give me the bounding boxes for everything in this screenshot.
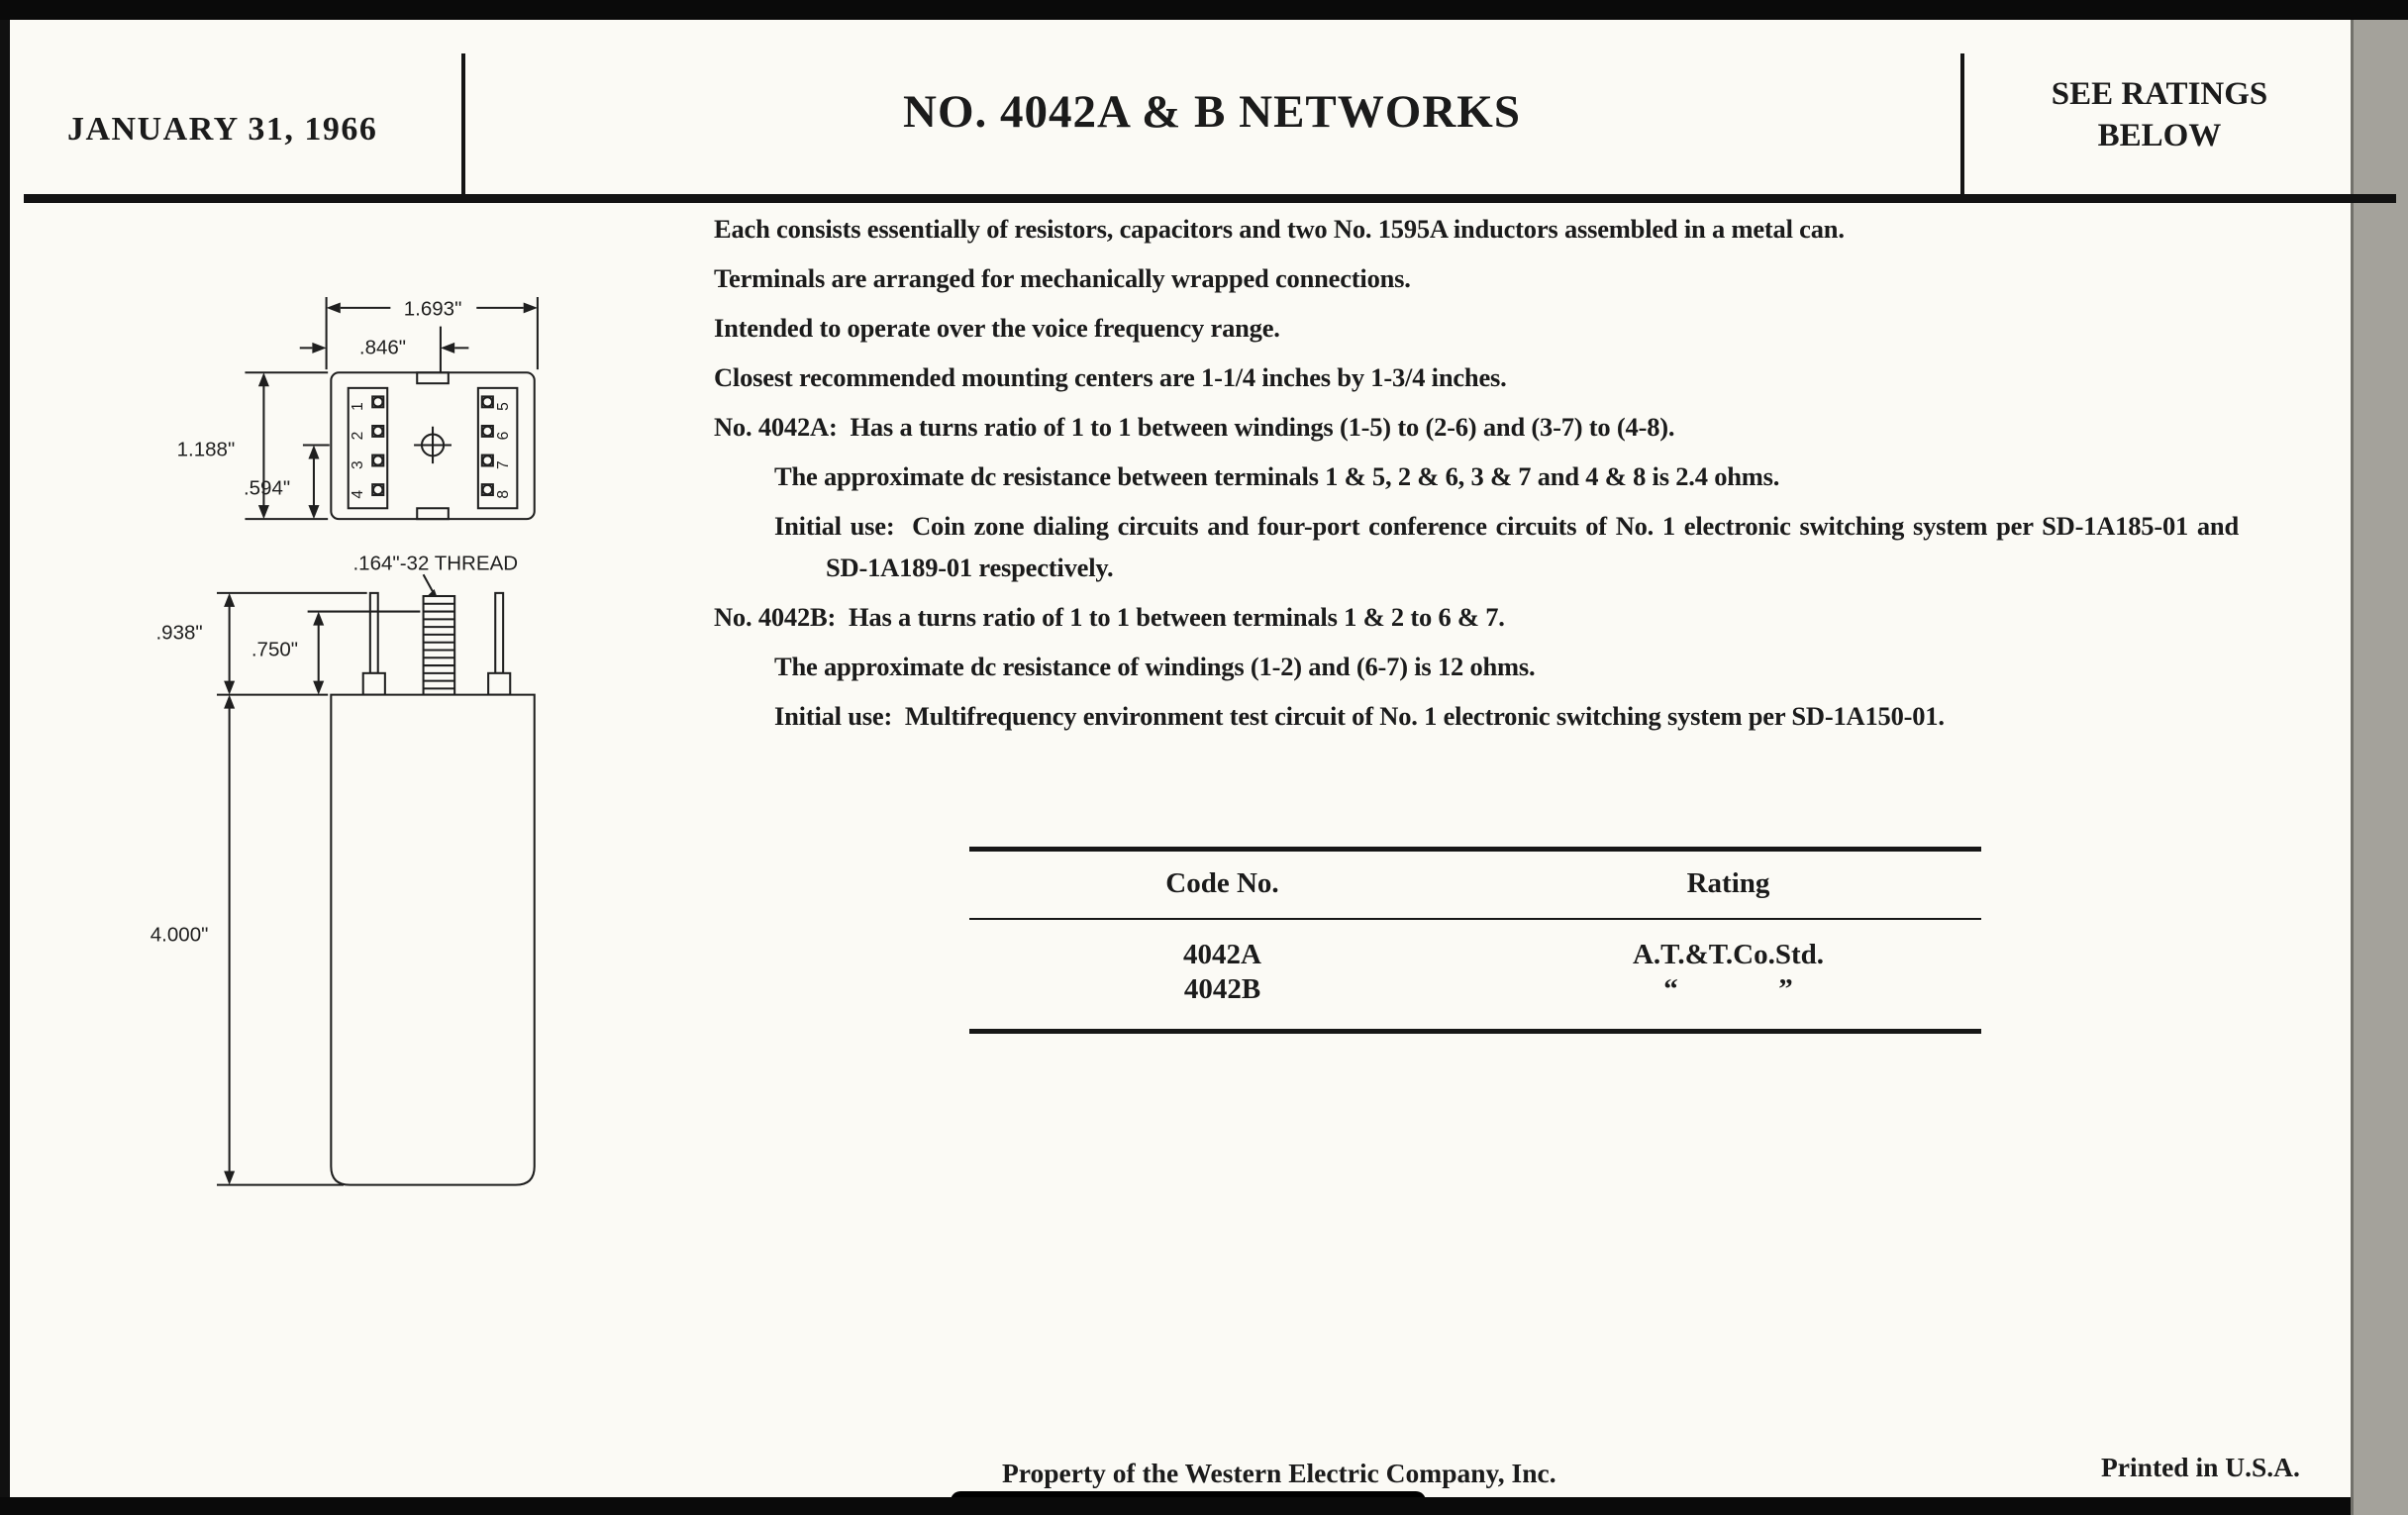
terminal-number: 2 — [349, 431, 366, 441]
table-header-row — [969, 852, 1981, 918]
terminal-number: 4 — [349, 489, 366, 499]
dim-pin-height-label: .938" — [155, 622, 203, 645]
table-body — [969, 920, 1981, 1029]
page-title: NO. 4042A & B NETWORKS — [903, 86, 1521, 138]
ratings-table — [969, 847, 1981, 1034]
property-note: Property of the Western Electric Company, Inc. — [1002, 1458, 1556, 1488]
body-paragraph: Intended to operate over the voice frequency range. — [714, 313, 1280, 343]
table-rule-bottom — [969, 1029, 1981, 1034]
body-paragraph: Terminals are arranged for mechanically wrapped connections. — [714, 263, 1411, 293]
header-divider-right — [1960, 53, 1964, 194]
code-cell: 4042B — [1183, 973, 1261, 1005]
header-rule — [24, 194, 2396, 203]
dim-half-height-label: .594" — [243, 477, 291, 500]
code-cell: 4042A — [1183, 939, 1261, 970]
rating-cell: A.T.&T.Co.Std. — [1632, 939, 1825, 970]
terminal-number: 6 — [494, 431, 512, 441]
body-paragraph: Initial use: Multifrequency environment test circuit of No. 1 electronic switching system per SD-1A150-01. — [774, 701, 1945, 731]
terminal-number: 1 — [349, 402, 366, 411]
dim-center-offset-label: .846" — [358, 337, 407, 359]
ratings-note-line2: BELOW — [2097, 118, 2222, 153]
table-header-rating: Rating — [1686, 867, 1770, 899]
terminal-number: 7 — [494, 460, 512, 470]
ratings-note — [1972, 73, 2347, 156]
side-view-drawing — [217, 574, 535, 1184]
body-paragraph: The approximate dc resistance between terminals 1 & 5, 2 & 6, 3 & 7 and 4 & 8 is 2.4 ohms. — [774, 461, 1780, 491]
dim-overall-width-label: 1.693" — [403, 298, 462, 321]
component-drawing — [139, 283, 608, 1208]
rating-cell: “ ” — [1663, 973, 1793, 1005]
scan-right-edge — [2351, 20, 2408, 1515]
body-paragraph: Closest recommended mounting centers are 1-1/4 inches by 1-3/4 inches. — [714, 362, 1507, 392]
thread-label: .164"-32 THREAD — [352, 553, 519, 575]
date-label: JANUARY 31, 1966 — [67, 111, 378, 148]
body-paragraph: No. 4042A: Has a turns ratio of 1 to 1 between windings (1-5) to (2-6) and (3-7) to (4-8). — [714, 412, 1675, 442]
scan-bottom-edge — [0, 1497, 2408, 1515]
body-paragraph: Each consists essentially of resistors, capacitors and two No. 1595A inductors assembled in a metal can. — [714, 214, 1845, 244]
body-paragraph: No. 4042B: Has a turns ratio of 1 to 1 between terminals 1 & 2 to 6 & 7. — [714, 602, 1505, 632]
dim-stud-height-label: .750" — [251, 639, 299, 661]
printed-note: Printed in U.S.A. — [2101, 1452, 2300, 1482]
ratings-note-line1: SEE RATINGS — [2051, 76, 2268, 112]
body-paragraph: The approximate dc resistance of windings (1-2) and (6-7) is 12 ohms. — [774, 652, 1536, 681]
table-row — [969, 972, 1981, 1007]
dim-can-length-label: 4.000" — [150, 924, 209, 947]
body-paragraph: Initial use: Coin zone dialing circuits and four-port conference circuits of No. 1 electronic switching system per SD-1A185-01 and SD-1A189-01 respectively. — [774, 511, 2239, 582]
table-header-code: Code No. — [1165, 867, 1279, 899]
table-row — [969, 938, 1981, 972]
terminal-number: 8 — [494, 489, 512, 499]
description-text — [714, 208, 2239, 745]
dim-overall-height-label: 1.188" — [176, 439, 236, 461]
scan-top-edge — [0, 0, 2408, 20]
terminal-number: 5 — [494, 402, 512, 411]
terminal-number: 3 — [349, 460, 366, 470]
